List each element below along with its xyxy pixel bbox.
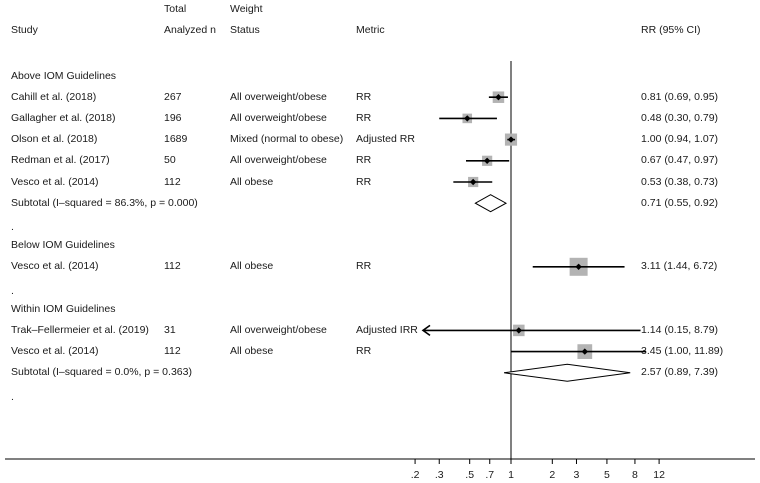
- metric: RR: [356, 260, 372, 273]
- study-name: Redman et al. (2017): [11, 154, 110, 167]
- rr-ci-value: 3.11 (1.44, 6.72): [641, 260, 718, 273]
- weight-status: All overweight/obese: [230, 154, 327, 167]
- pooled-diamond: [475, 195, 506, 212]
- rr-ci-value: 3.45 (1.00, 11.89): [641, 345, 724, 358]
- x-tick-label: 12: [653, 469, 665, 481]
- analyzed-n: 50: [164, 154, 176, 167]
- subtotal-label: Subtotal (I–squared = 86.3%, p = 0.000): [11, 196, 198, 209]
- weight-status: All overweight/obese: [230, 111, 327, 124]
- study-name: Vesco et al. (2014): [11, 175, 99, 188]
- x-tick-label: 5: [604, 469, 610, 481]
- analyzed-n: 112: [164, 260, 181, 273]
- rr-ci-value: 0.71 (0.55, 0.92): [641, 196, 719, 209]
- study-name: Cahill et al. (2018): [11, 90, 97, 103]
- analyzed-n: 112: [164, 175, 181, 188]
- spacer-dot: .: [11, 284, 14, 297]
- x-tick-label: .5: [465, 469, 475, 481]
- group-label: Within IOM Guidelines: [11, 302, 116, 315]
- weight-status: All overweight/obese: [230, 90, 327, 103]
- metric: RR: [356, 111, 372, 124]
- x-tick-label: .3: [434, 469, 444, 481]
- analyzed-n: 1689: [164, 133, 188, 146]
- weight-status: All obese: [230, 345, 274, 358]
- header-metric: Metric: [356, 24, 385, 36]
- metric: RR: [356, 154, 372, 167]
- weight-status: All obese: [230, 260, 274, 273]
- header-n-bottom: Analyzed n: [164, 24, 216, 36]
- rr-ci-value: 0.48 (0.30, 0.79): [641, 111, 719, 124]
- header-status-top: Weight: [230, 3, 263, 15]
- study-name: Trak–Fellermeier et al. (2019): [11, 323, 149, 336]
- subtotal-label: Subtotal (I–squared = 0.0%, p = 0.363): [11, 366, 192, 379]
- metric: Adjusted RR: [356, 133, 415, 146]
- weight-status: All overweight/obese: [230, 323, 327, 336]
- spacer-dot: .: [11, 390, 14, 403]
- x-tick-label: .2: [410, 469, 420, 481]
- header-rr: RR (95% CI): [641, 24, 701, 36]
- analyzed-n: 267: [164, 90, 182, 103]
- analyzed-n: 31: [164, 323, 176, 336]
- metric: Adjusted IRR: [356, 323, 418, 336]
- rr-ci-value: 0.67 (0.47, 0.97): [641, 154, 719, 167]
- analyzed-n: 196: [164, 111, 182, 124]
- x-tick-label: 1: [508, 469, 514, 481]
- group-label: Below IOM Guidelines: [11, 239, 115, 252]
- study-name: Vesco et al. (2014): [11, 260, 99, 273]
- study-name: Gallagher et al. (2018): [11, 111, 116, 124]
- weight-status: Mixed (normal to obese): [230, 133, 344, 146]
- metric: RR: [356, 90, 372, 103]
- header-status-bottom: Status: [230, 24, 260, 36]
- metric: RR: [356, 175, 372, 188]
- group-label: Above IOM Guidelines: [11, 69, 117, 82]
- x-tick-label: 8: [632, 469, 638, 481]
- x-tick-label: .7: [485, 469, 495, 481]
- study-name: Vesco et al. (2014): [11, 345, 99, 358]
- pooled-diamond: [504, 364, 630, 381]
- rr-ci-value: 0.53 (0.38, 0.73): [641, 175, 719, 188]
- header-study: Study: [11, 24, 38, 36]
- x-tick-label: 3: [573, 469, 580, 481]
- rr-ci-value: 1.00 (0.94, 1.07): [641, 133, 719, 146]
- x-tick-label: 2: [549, 469, 556, 481]
- spacer-dot: .: [11, 220, 14, 233]
- analyzed-n: 112: [164, 345, 181, 358]
- rr-ci-value: 2.57 (0.89, 7.39): [641, 366, 719, 379]
- weight-status: All obese: [230, 175, 274, 188]
- rr-ci-value: 0.81 (0.69, 0.95): [641, 90, 719, 103]
- metric: RR: [356, 345, 372, 358]
- rr-ci-value: 1.14 (0.15, 8.79): [641, 323, 719, 336]
- header-n-top: Total: [164, 3, 187, 15]
- study-name: Olson et al. (2018): [11, 133, 98, 146]
